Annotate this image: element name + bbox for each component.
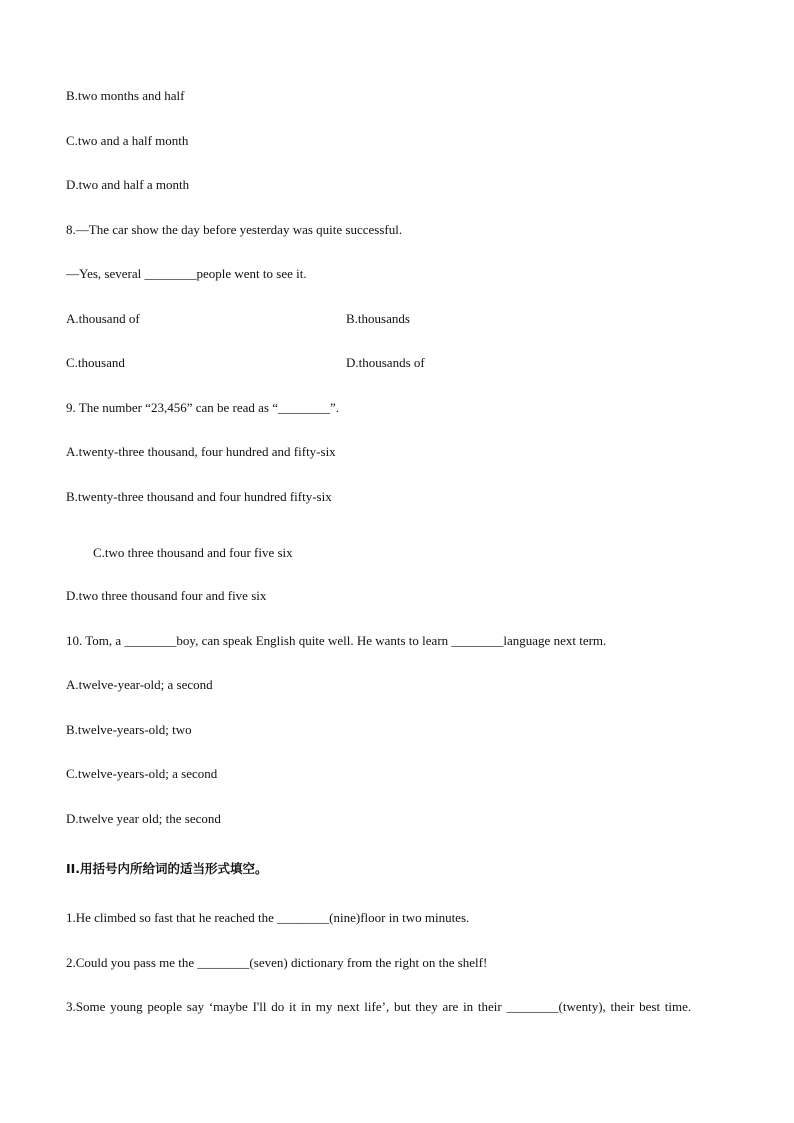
- section-2-item-2: 2.Could you pass me the ________(seven) dictionary from the right on the shelf!: [66, 955, 488, 970]
- q10-stem: 10. Tom, a ________boy, can speak English quite well. He wants to learn ________language next term.: [66, 633, 607, 648]
- section-2-title: II.用括号内所给词的适当形式填空。: [66, 861, 268, 876]
- q7-option-c: C.two and a half month: [66, 133, 189, 148]
- q9-option-d: D.two three thousand four and five six: [66, 588, 267, 603]
- q8-stem: 8.—The car show the day before yesterday was quite successful.: [66, 222, 403, 237]
- q9-option-a: A.twenty-three thousand, four hundred and fifty-six: [66, 444, 336, 459]
- section-2-item-1: 1.He climbed so fast that he reached the ________(nine)floor in two minutes.: [66, 910, 470, 925]
- q10-option-c: C.twelve-years-old; a second: [66, 766, 218, 781]
- q9-option-b: B.twenty-three thousand and four hundred fifty-six: [66, 489, 332, 504]
- q7-option-d: D.two and half a month: [66, 177, 190, 192]
- q10-option-d: D.twelve year old; the second: [66, 811, 221, 826]
- section-2-item-3: 3.Some young people say ‘maybe I'll do it in my next life’, but they are in their ________(twenty), their best time.: [66, 999, 692, 1014]
- q7-option-b: B.two months and half: [66, 88, 185, 103]
- q8-option-a: A.thousand of: [66, 311, 140, 326]
- q10-option-b: B.twelve-years-old; two: [66, 722, 192, 737]
- q8-reply: —Yes, several ________people went to see it.: [66, 266, 307, 281]
- q9-option-c: C.two three thousand and four five six: [93, 545, 293, 560]
- q8-option-b: B.thousands: [346, 311, 410, 326]
- q8-option-c: C.thousand: [66, 355, 125, 370]
- q10-option-a: A.twelve-year-old; a second: [66, 677, 213, 692]
- q9-stem: 9. The number “23,456” can be read as “________”.: [66, 400, 340, 415]
- q8-option-d: D.thousands of: [346, 355, 425, 370]
